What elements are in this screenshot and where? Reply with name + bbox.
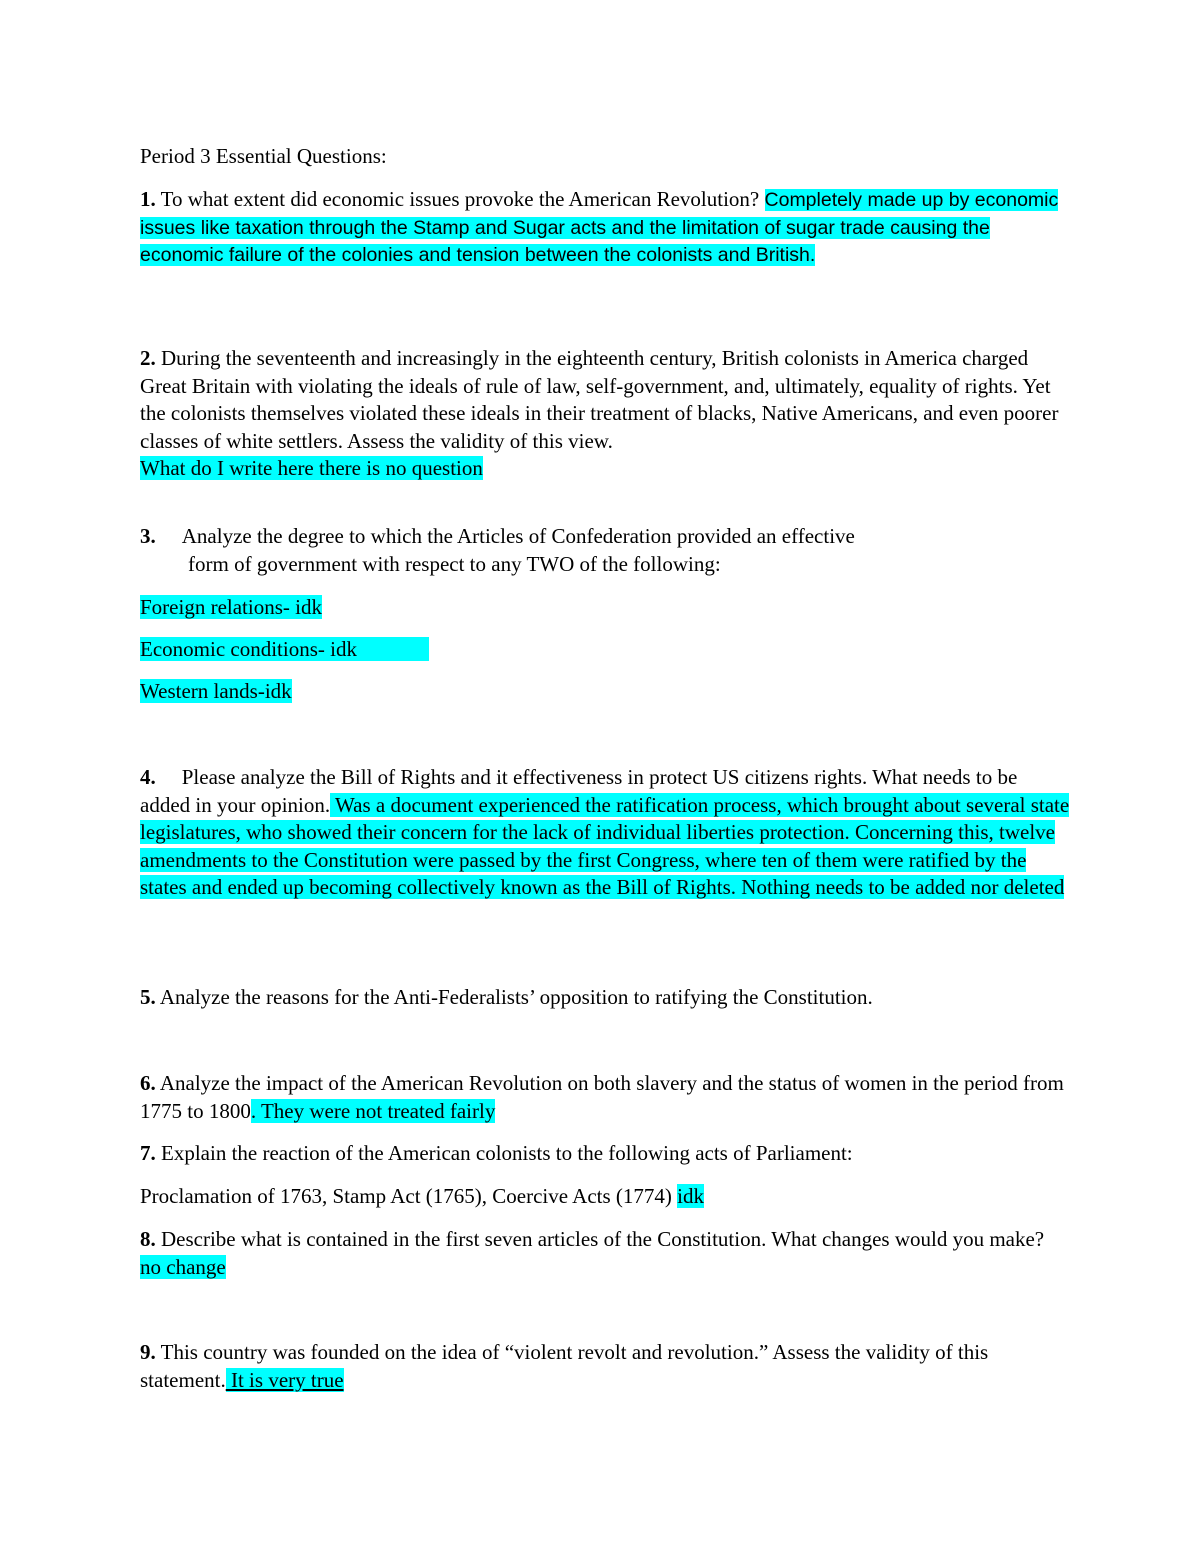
question-number: 6. — [140, 1071, 156, 1095]
option-text: Western lands-idk — [140, 679, 292, 703]
question-number: 7. — [140, 1141, 156, 1165]
question-text: Analyze the impact of the American Revolution on both slavery and the status of women in the period from 1775 to 1800 — [140, 1071, 1064, 1123]
question-2 — [140, 345, 1070, 483]
acts-text: Proclamation of 1763, Stamp Act (1765), Coercive Acts (1774) — [140, 1184, 678, 1208]
question-number: 9. — [140, 1340, 156, 1364]
page-title — [140, 143, 1070, 171]
answer-text: . They were not treated fairly — [250, 1098, 496, 1123]
question-text-continued: form of government with respect to any TWO of the following: — [188, 551, 721, 576]
option-item — [140, 636, 1070, 664]
acts-list — [140, 1183, 1070, 1211]
question-number: 4. — [140, 765, 156, 789]
question-7 — [140, 1140, 1070, 1168]
question-number: 2. — [140, 346, 156, 370]
question-4 — [140, 764, 1070, 902]
question-text: This country was founded on the idea of “violent revolt and revolution.” Assess the validity of this statement. — [140, 1340, 989, 1392]
option-text: Economic conditions- idk — [140, 637, 429, 661]
question-text: Describe what is contained in the first seven articles of the Constitution. What changes would you make? — [155, 1227, 1045, 1251]
question-number: 5. — [140, 985, 156, 1009]
option-item — [140, 678, 1070, 706]
option-item — [140, 594, 1070, 622]
question-number: 3. — [140, 524, 156, 548]
question-text: Please analyze the Bill of Rights and it effectiveness in protect US citizens rights. What needs to be added in your opinion. — [140, 765, 1018, 817]
question-number: 8. — [140, 1227, 156, 1251]
answer-text: Completely made up by economic issues like taxation through the Stamp and Sugar acts and the limitation of sugar trade causing the economic failure of the colonies and tension between the colonists and British. — [140, 189, 1059, 266]
question-text: To what extent did economic issues provoke the American Revolution? — [155, 187, 765, 211]
answer-text: no change — [140, 1254, 226, 1279]
question-6 — [140, 1070, 1070, 1125]
question-text: Explain the reaction of the American colonists to the following acts of Parliament: — [155, 1141, 853, 1165]
question-9 — [140, 1339, 1070, 1394]
question-8 — [140, 1226, 1070, 1281]
option-text: Foreign relations- idk — [140, 595, 322, 619]
question-text: During the seventeenth and increasingly in the eighteenth century, British colonists in America charged Great Britain with violating the ideals of rule of law, self-government, and, ultimately, equality of rights. Yet the colonists themselves violated these ideals in their treatment of blacks, Native Americans, and even poorer classes of white settlers. Assess the validity of this view. — [140, 346, 1059, 453]
answer-text: Was a document experienced the ratification process, which brought about several state legislatures, who showed their concern for the lack of individual liberties protection. Concerning this, twelve amendments to the Constitution were passed by the first Congress, where ten of them were ratified by the states and ended up becoming collectively known as the Bill of Rights. Nothing needs to be added nor deleted — [140, 792, 1070, 899]
question-3 — [140, 523, 1070, 578]
answer-text: idk — [677, 1184, 704, 1208]
answer-text: What do I write here there is no question — [140, 456, 483, 480]
question-text: Analyze the degree to which the Articles of Confederation provided an effective — [181, 524, 855, 548]
question-5 — [140, 984, 1070, 1012]
answer-text: It is very true — [225, 1367, 344, 1392]
question-number: 1. — [140, 187, 156, 211]
question-text: Analyze the reasons for the Anti-Federalists’ opposition to ratifying the Constitution. — [155, 985, 873, 1009]
page-title-text: Period 3 Essential Questions: — [140, 144, 387, 168]
question-1 — [140, 186, 1070, 269]
